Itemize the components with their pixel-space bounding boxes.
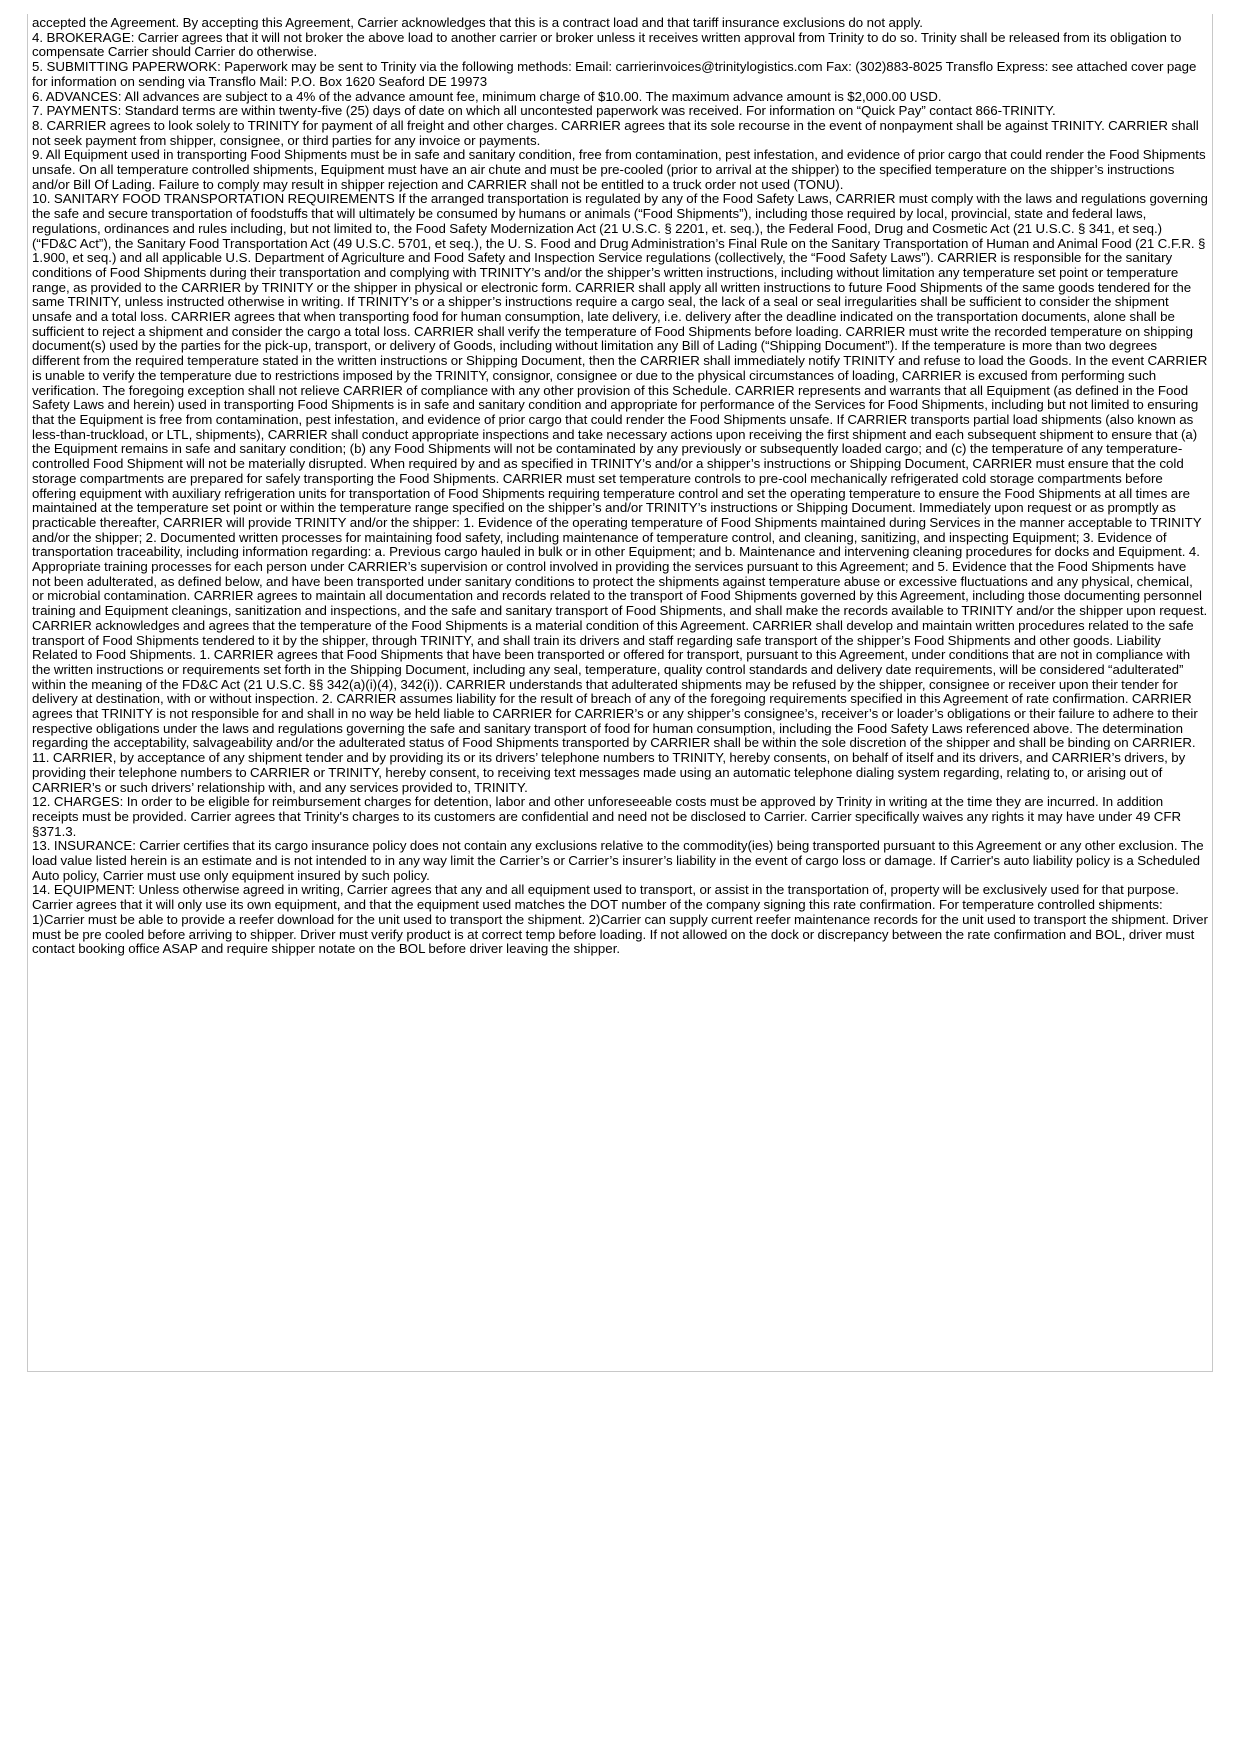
clause-equipment: 14. EQUIPMENT: Unless otherwise agreed in writing, Carrier agrees that any and all equipment used to transport, or assist in the transportation of, property will be exclusively used for that purpose. Carrier agrees that it will only use its own equipment, and that the equipment used matches the DOT number of the company signing this rate confirmation. For temperature controlled shipments: 1)Carrier must be able to provide a reefer download for the unit used to transport the shipment. 2)Carrier can supply current reefer maintenance records for the unit used to transport the shipment. Driver must be pre cooled before arriving to shipper. Driver must verify product is at correct temp before loading. If not allowed on the dock or discrepancy between the rate confirmation and BOL, driver must contact booking office ASAP and require shipper notate on the BOL before driver leaving the shipper. (32, 882, 1208, 957)
clause-equipment-condition: 9. All Equipment used in transporting Food Shipments must be in safe and sanitary condition, free from contamination, pest infestation, and evidence of prior cargo that could render the Food Shipments unsafe. On all temperature controlled shipments, Equipment must have an air chute and must be pre-cooled (prior to arrival at the shipper) to the specified temperature on the shipper’s instructions and/or Bill Of Lading. Failure to comply may result in shipper rejection and CARRIER shall not be entitled to a truck order not used (TONU). (32, 147, 1206, 192)
clause-submitting-paperwork: 5. SUBMITTING PAPERWORK: Paperwork may be sent to Trinity via the following methods: Email: carrierinvoices@trinitylogistics.com Fax: (302)883-8025 Transflo Express: see attached cover page for information on sending via Transflo Mail: P.O. Box 1620 Seaford DE 19973 (32, 59, 1197, 89)
clause-advances: 6. ADVANCES: All advances are subject to a 4% of the advance amount fee, minimum charge of $10.00. The maximum advance amount is $2,000.00 USD. (32, 88, 942, 104)
clause-brokerage: 4. BROKERAGE: Carrier agrees that it will not broker the above load to another carrier or broker unless it receives written approval from Trinity to do so. Trinity shall be released from its obligation to compensate Carrier should Carrier do otherwise. (32, 29, 1182, 60)
clause-sanitary-food-transportation: 10. SANITARY FOOD TRANSPORTATION REQUIREMENTS If the arranged transportation is regulated by any of the Food Safety Laws, CARRIER must comply with the laws and regulations governing the safe and secure transportation of foodstuffs that will ultimately be consumed by humans or animals (“Food Shipments”), including those required by local, provincial, state and federal laws, regulations, ordinances and rules including, but not limited to, the Food Safety Modernization Act (21 U.S.C. § 2201, et. seq.), the Federal Food, Drug and Cosmetic Act (21 U.S.C. § 341, et seq.) (“FD&C Act”), the Sanitary Food Transportation Act (49 U.S.C. 5701, et seq.), the U. S. Food and Drug Administration’s Final Rule on the Sanitary Transportation of Human and Animal Food (21 C.F.R. § 1.900, et seq.) and all applicable U.S. Department of Agriculture and Food Safety and Inspection Service regulations (collectively, the “Food Safety Laws”). CARRIER is responsible for the sanitary conditions of Food Shipments during their transportation and complying with TRINITY’s and/or the shipper’s written instructions, including without limitation any temperature set point or temperature range, as provided to the CARRIER by TRINITY or the shipper in physical or electronic form. CARRIER shall apply all written instructions to future Food Shipments of the same goods tendered for the same TRINITY, unless instructed otherwise in writing. If TRINITY’s or a shipper’s instructions require a cargo seal, the lack of a seal or seal irregularities shall be sufficient to consider the shipment unsafe and a total loss. CARRIER agrees that when transporting food for human consumption, late delivery, i.e. delivery after the deadline indicated on the transportation documents, alone shall be sufficient to reject a shipment and consider the cargo a total loss. CARRIER shall verify the temperature of Food Shipments before loading. CARRIER must write the recorded temperature on shipping document(s) used by the parties for the pick-up, transport, or delivery of Goods, including without limitation any Bill of Lading (“Shipping Document”). If the temperature is more than two degrees different from the required temperature stated in the written instructions or Shipping Document, then the CARRIER shall immediately notify TRINITY and refuse to load the Goods. In the event CARRIER is unable to verify the temperature due to restrictions imposed by the TRINITY, consignor, consignee or due to the physical circumstances of loading, CARRIER is excused from performing such verification. The foregoing exception shall not relieve CARRIER of compliance with any other provision of this Schedule. CARRIER represents and warrants that all Equipment (as defined in the Food Safety Laws and herein) used in transporting Food Shipments is in safe and sanitary condition and appropriate for performance of the Services for Food Shipments, including but not limited to ensuring that the Equipment is free from contamination, pest infestation, and evidence of prior cargo that could render the Food Shipments unsafe. If CARRIER transports partial load shipments (also known as less-than-truckload, or LTL, shipments), CARRIER shall conduct appropriate inspections and take necessary actions upon receiving the first shipment and each subsequent shipment to ensure that (a) the Equipment remains in safe and sanitary condition; (b) any Food Shipments will not be contaminated by any previously or subsequently loaded cargo; and (c) the temperature of any temperature-controlled Food Shipment will not be materially disrupted. When required by and as specified in TRINITY’s and/or a shipper’s instructions or Shipping Document, CARRIER must ensure that the cold storage compartments are prepared for safely transporting the Food Shipments. CARRIER must set temperature controls to pre-cool mechanically refrigerated cold storage compartments before offering equipment with auxiliary refrigeration units for transportation of Food Shipments requiring temperature control and set the operating temperature to ensure the Food Shipments at all times are maintained at the temperature set point or within the temperature range specified on the shipper’s and/or TRINITY’s instructions or Shipping Document. Immediately upon request or as promptly as practicable thereafter, CARRIER will provide TRINITY and/or the shipper: 1. Evidence of the operating temperature of Food Shipments maintained during Services in the manner acceptable to TRINITY and/or the shipper; 2. Documented written processes for maintaining food safety, including maintenance of temperature control, and cleaning, sanitizing, and inspecting Equipment; 3. Evidence of transportation traceability, including information regarding: a. Previous cargo hauled in bulk or in other Equipment; and b. Maintenance and intervening cleaning procedures for docks and Equipment. 4. Appropriate training processes for each person under CARRIER’s supervision or control involved in providing the services pursuant to this Agreement; and 5. Evidence that the Food Shipments have not been adulterated, as defined below, and have been transported under sanitary conditions to protect the shipments against temperature abuse or excessive fluctuations and any physical, chemical, or microbial contamination. CARRIER agrees to maintain all documentation and records related to the transport of Food Shipments governed by this Agreement, including those documenting personnel training and Equipment cleanings, sanitization and inspections, and the safe and sanitary transport of Food Shipments, and shall make the records available to TRINITY and/or the shipper upon request. CARRIER acknowledges and agrees that the temperature of the Food Shipments is a material condition of this Agreement. CARRIER shall develop and maintain written procedures related to the safe transport of Food Shipments tendered to it by the shipper, through TRINITY, and shall train its drivers and staff regarding safe transport of the shipper’s Food Shipments and other goods. Liability Related to Food Shipments. 1. CARRIER agrees that Food Shipments that have been transported or offered for transport, pursuant to this Agreement, under conditions that are not in compliance with the written instructions or requirements set forth in the Shipping Document, including any seal, temperature, quality control standards and delivery date requirements, will be considered “adulterated” within the meaning of the FD&C Act (21 U.S.C. §§ 342(a)(i)(4), 342(i)). CARRIER understands that adulterated shipments may be refused by the shipper, consignee or receiver upon their tender for delivery at destination, with or without inspection. 2. CARRIER assumes liability for the result of breach of any of the foregoing requirements specified in this Agreement of rate confirmation. CARRIER agrees that TRINITY is not responsible for and shall in no way be held liable to CARRIER for CARRIER’s or any shipper’s consignee’s, receiver’s or loader’s obligations or their failure to adhere to their respective obligations under the laws and regulations governing the safe and sanitary transport of food for human consumption, including the Food Safety Laws referenced above. The determination regarding the acceptability, salvageability and/or the adulterated status of Food Shipments transported by CARRIER shall be within the sole discretion of the shipper and shall be binding on CARRIER. (32, 191, 1208, 751)
terms-and-conditions-box (27, 14, 1213, 1372)
clause-charges: 12. CHARGES: In order to be eligible for reimbursement charges for detention, labor and other unforeseeable costs must be approved by Trinity in writing at the time they are incurred. In addition receipts must be provided. Carrier agrees that Trinity's charges to its customers are confidential and need not be disclosed to Carrier. Carrier specifically waives any rights it may have under 49 CFR §371.3. (32, 794, 1182, 839)
clause-insurance: 13. INSURANCE: Carrier certifies that its cargo insurance policy does not contain any exclusions relative to the commodity(ies) being transported pursuant to this Agreement or any other exclusion. The load value listed herein is an estimate and is not intended to in any way limit the Carrier’s or Carrier’s insurer’s liability in the event of cargo loss or damage. If Carrier's auto liability policy is a Scheduled Auto policy, Carrier must use only equipment insured by such policy. (32, 838, 1204, 883)
clause-continuation: accepted the Agreement. By accepting this Agreement, Carrier acknowledges that this is a contract load and that tariff insurance exclusions do not apply. (32, 15, 923, 30)
clause-text-message-consent: 11. CARRIER, by acceptance of any shipment tender and by providing its or its drivers’ telephone numbers to TRINITY, hereby consents, on behalf of itself and its drivers, and CARRIER’s drivers, by providing their telephone numbers to CARRIER or TRINITY, hereby consent, to receiving text messages made using an automatic telephone dialing system regarding, relating to, or arising out of CARRIER’s or such drivers’ relationship with, and any services provided to, TRINITY. (32, 750, 1186, 795)
clause-payments: 7. PAYMENTS: Standard terms are within twenty-five (25) days of date on which all uncontested paperwork was received. For information on “Quick Pay” contact 866-TRINITY. (32, 103, 1056, 119)
clause-payment-recourse: 8. CARRIER agrees to look solely to TRINITY for payment of all freight and other charges. CARRIER agrees that its sole recourse in the event of nonpayment shall be against TRINITY. CARRIER shall not seek payment from shipper, consignee, or third parties for any invoice or payments. (32, 117, 1199, 148)
